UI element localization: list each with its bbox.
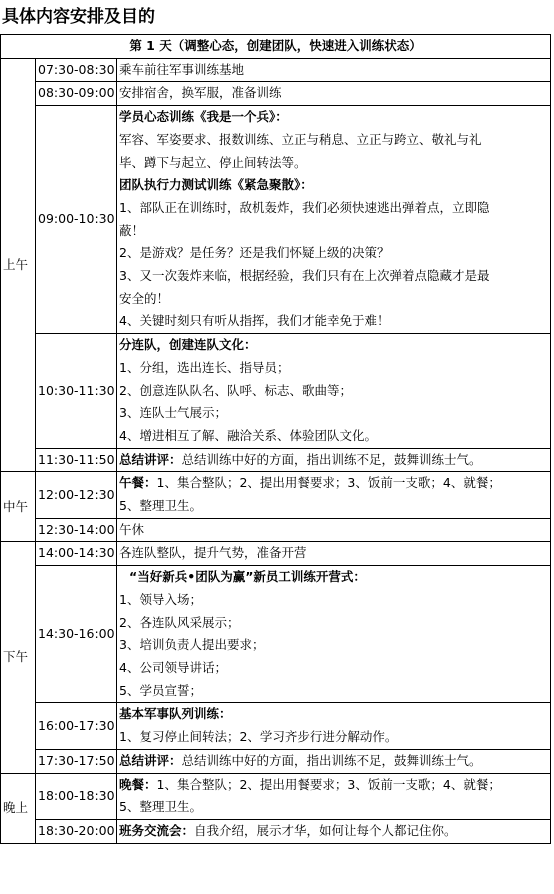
content-line: 军容、军姿要求、报数训练、立正与稍息、立正与跨立、敬礼与礼 — [119, 131, 482, 147]
content-line: 安全的！ — [119, 290, 170, 306]
table-row — [1, 58, 551, 82]
time-cell: 16:00-17:30 — [36, 703, 117, 749]
content-line: 2、各连队风采展示； — [119, 614, 240, 630]
period-evening: 晚上 — [1, 773, 36, 843]
time-cell: 12:30-14:00 — [36, 518, 117, 542]
content-heading: 学员心态训练《我是一个兵》： — [119, 109, 288, 125]
content-cell — [117, 82, 551, 106]
content-line: 5、整理卫生。 — [119, 498, 202, 514]
content-cell — [117, 773, 551, 819]
period-morning: 上午 — [1, 58, 36, 472]
table-row — [1, 703, 551, 749]
table-row — [1, 106, 551, 334]
time-cell: 18:00-18:30 — [36, 773, 117, 819]
content-cell — [117, 518, 551, 542]
time-cell: 17:30-17:50 — [36, 749, 117, 773]
content-text: 总结训练中好的方面，指出训练不足，鼓舞训练士气。 — [181, 451, 482, 467]
content-label: 班务交流会： — [119, 822, 195, 838]
content-cell — [117, 448, 551, 472]
schedule-table — [0, 34, 551, 844]
time-cell: 14:30-16:00 — [36, 566, 117, 703]
content-line: 1、领导入场； — [119, 591, 202, 607]
content-line: 3、又一次轰炸来临，根据经验，我们只有在上次弹着点隐藏才是最 — [119, 268, 490, 284]
content-text: 1、集合整队；2、提出用餐要求；3、饭前一支歌；4、就餐； — [156, 475, 501, 491]
content-line: 1、分组，选出连长、指导员； — [119, 359, 290, 375]
content-label: 总结讲评： — [119, 752, 182, 768]
content-text: 总结训练中好的方面，指出训练不足，鼓舞训练士气。 — [181, 752, 482, 768]
time-cell: 18:30-20:00 — [36, 819, 117, 843]
content-line: 1、复习停止间转法；2、学习齐步行进分解动作。 — [119, 729, 398, 745]
content-line: 毕、蹲下与起立、停止间转法等。 — [119, 154, 307, 170]
content-line: 4、公司领导讲话； — [119, 659, 227, 675]
content-text: 1、集合整队；2、提出用餐要求；3、饭前一支歌；4、就餐； — [156, 776, 501, 792]
content-line: 安排宿舍，换军服，准备训练 — [119, 85, 282, 101]
content-cell — [117, 472, 551, 518]
time-cell: 11:30-11:50 — [36, 448, 117, 472]
content-text: 自我介绍，展示才华，如何让每个人都记住你。 — [194, 822, 457, 838]
time-cell: 12:00-12:30 — [36, 472, 117, 518]
content-line: 2、是游戏？是任务？还是我们怀疑上级的决策？ — [119, 245, 390, 261]
time-cell: 14:00-14:30 — [36, 542, 117, 566]
day-header: 第 1 天（调整心态，创建团队，快速进入训练状态） — [1, 35, 551, 59]
content-cell — [117, 703, 551, 749]
table-row — [1, 472, 551, 518]
content-heading: “当好新兵•团队为赢”新员工训练开营式： — [129, 569, 366, 585]
table-row — [1, 334, 551, 449]
page-title: 具体内容安排及目的 — [2, 7, 155, 27]
table-row — [1, 819, 551, 843]
content-line: 3、培训负责人提出要求； — [119, 637, 265, 653]
content-line: 蔽！ — [119, 222, 145, 238]
table-row — [1, 82, 551, 106]
content-heading: 分连队，创建连队文化： — [119, 337, 257, 353]
period-afternoon: 下午 — [1, 542, 36, 773]
day-header-row — [1, 35, 551, 59]
time-cell: 08:30-09:00 — [36, 82, 117, 106]
content-cell — [117, 566, 551, 703]
content-line: 4、关键时刻只有听从指挥，我们才能幸免于难！ — [119, 313, 390, 329]
content-cell — [117, 749, 551, 773]
content-cell — [117, 58, 551, 82]
table-row — [1, 448, 551, 472]
content-line: 乘车前往军事训练基地 — [119, 61, 245, 77]
content-line: 2、创意连队队名、队呼、标志、歌曲等； — [119, 382, 352, 398]
content-line: 5、整理卫生。 — [119, 799, 202, 815]
content-cell — [117, 334, 551, 449]
content-line: 1、部队正在训练时，敌机轰炸，我们必须快速逃出弹着点，立即隐 — [119, 199, 490, 215]
content-cell — [117, 106, 551, 334]
content-line: 5、学员宣誓； — [119, 682, 202, 698]
content-cell — [117, 542, 551, 566]
content-label: 晚餐： — [119, 776, 157, 792]
table-row — [1, 566, 551, 703]
content-line: 午休 — [119, 521, 145, 537]
time-cell: 09:00-10:30 — [36, 106, 117, 334]
table-row — [1, 773, 551, 819]
content-label: 午餐： — [119, 475, 157, 491]
period-noon: 中午 — [1, 472, 36, 542]
content-label: 总结讲评： — [119, 451, 182, 467]
table-row — [1, 542, 551, 566]
time-cell: 07:30-08:30 — [36, 58, 117, 82]
content-line: 4、增进相互了解、融洽关系、体验团队文化。 — [119, 427, 377, 443]
table-row — [1, 749, 551, 773]
content-heading: 基本军事队列训练： — [119, 706, 232, 722]
content-cell — [117, 819, 551, 843]
content-line: 各连队整队，提升气势，准备开营 — [119, 545, 307, 561]
content-line: 3、连队士气展示； — [119, 405, 227, 421]
content-heading: 团队执行力测试训练《紧急聚散》： — [119, 177, 313, 193]
table-row — [1, 518, 551, 542]
time-cell: 10:30-11:30 — [36, 334, 117, 449]
